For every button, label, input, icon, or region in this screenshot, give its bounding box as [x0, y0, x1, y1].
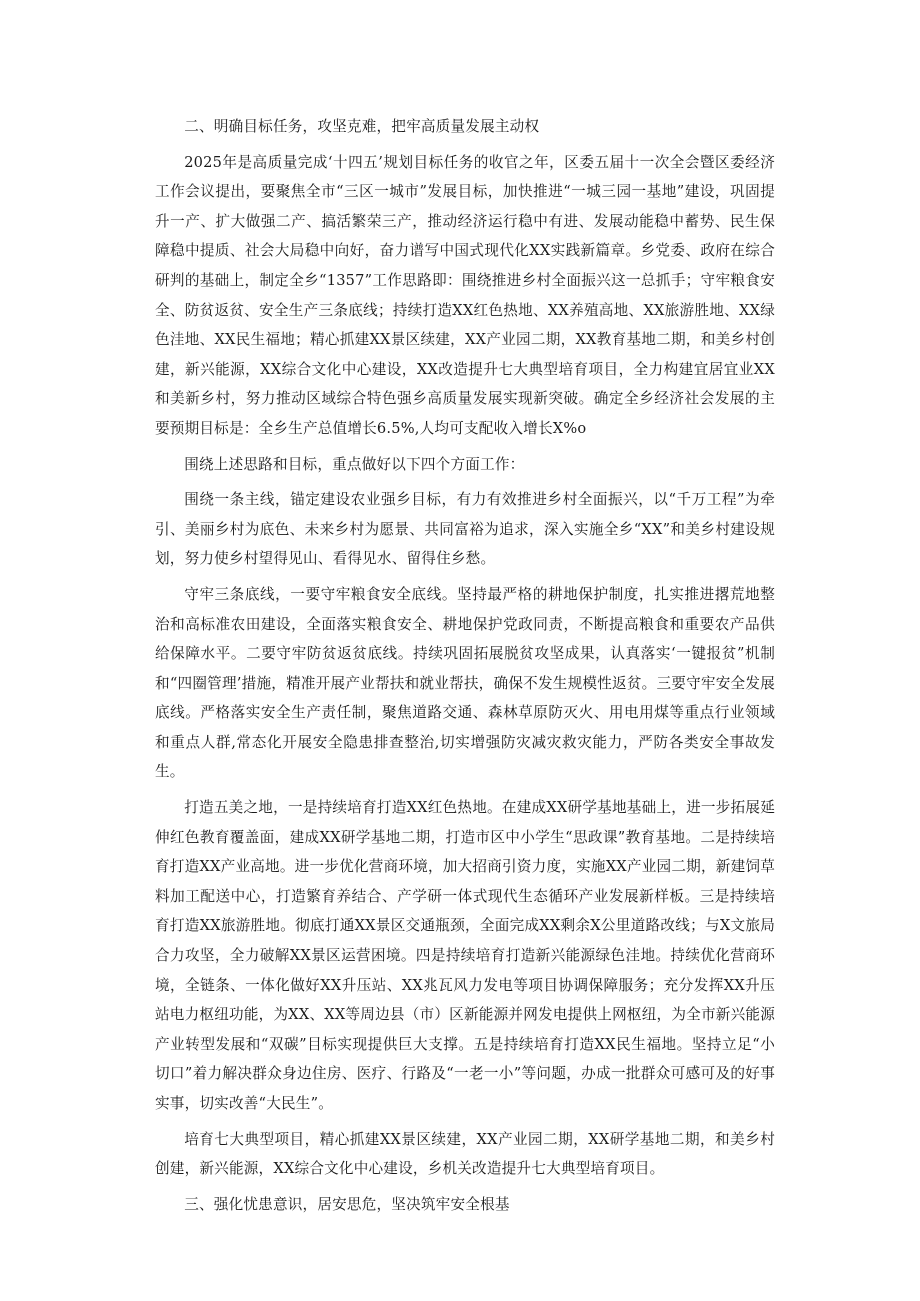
paragraph-seven-projects: 培育七大典型项目，精心抓建XX景区续建，XX产业园二期，XX研学基地二期，和美乡村创建，新兴能源，XX综合文化中心建设，乡机关改造提升七大典型培育项目。: [155, 1130, 775, 1178]
paragraph-four-tasks-intro: 围绕上述思路和目标，重点做好以下四个方面工作：: [184, 455, 525, 473]
paragraph-one-main-line: 围绕一条主线，锚定建设农业强乡目标，有力有效推进乡村全面振兴，以“千万工程”为牵引、美丽乡村为底色、未来乡村为愿景、共同富裕为追求，深入实施全乡“XX”和美乡村建设规划，努力使乡村望得见山、看得见水、留得住乡愁。: [155, 491, 775, 568]
document-body: [155, 112, 775, 1219]
section-heading-3: 三、强化忧患意识，居安思危，坚决筑牢安全根基: [184, 1195, 510, 1213]
paragraph-five-beauty-places: 打造五美之地，一是持续培育打造XX红色热地。在建成XX研学基地基础上，进一步拓展延伸红色教育覆盖面，建成XX研学基地二期，打造市区中小学生“思政课”教育基地。二是持续培育打造XX产业高地。进一步优化营商环境，加大招商引资力度，实施XX产业园二期，新建饲草料加工配送中心，打造繁育养结合、产学研一体式现代生态循环产业发展新样板。三是持续培育打造XX旅游胜地。彻底打通XX景区交通瓶颈，全面完成XX剩余X公里道路改线；与X文旅局合力攻坚，全力破解XX景区运营困境。四是持续培育打造新兴能源绿色洼地。持续优化营商环境，全链条、一体化做好XX升压站、XX兆瓦风力发电等项目协调保障服务；充分发挥XX升压站电力枢纽功能，为XX、XX等周边县（市）区新能源并网发电提供上网枢纽，为全市新兴能源产业转型发展和“双碳”目标实现提供巨大支撑。五是持续培育打造XX民生福地。坚持立足“小切口”着力解决群众身边住房、医疗、行路及“一老一小”等问题，办成一批群众可感可及的好事实事，切实改善“大民生”。: [155, 799, 775, 1112]
section-heading-2: 二、明确目标任务，攻坚克难，把牢高质量发展主动权: [184, 118, 540, 135]
paragraph-three-bottom-lines: 守牢三条底线，一要守牢粮食安全底线。坚持最严格的耕地保护制度，扎实推进撂荒地整治和高标准农田建设，全面落实粮食安全、耕地保护党政同责，不断提高粮食和重要农产品供给保障水平。二要守牢防贫返贫底线。持续巩固拓展脱贫攻坚成果，认真落实‘一键报贫”机制和“四圈管理’措施，精准开展产业帮扶和就业帮扶，确保不发生规模性返贫。三要守牢安全发展底线。严格落实安全生产责任制，聚焦道路交通、森林草原防灭火、用电用煤等重点行业领域和重点人群,常态化开展安全隐患排查整治,切实增强防灾减灾救灾能力，严防各类安全事故发生。: [155, 585, 775, 781]
paragraph-annual-goals: 2025年是高质量完成‘十四五’规划目标任务的收官之年，区委五届十一次全会暨区委经济工作会议提出，要聚焦全市“三区一城市”发展目标，加快推进“一城三园一基地”建设，巩固提升一产、扩大做强二产、搞活繁荣三产，推动经济运行稳中有进、发展动能稳中蓄势、民生保障稳中提质、社会大局稳中向好，奋力谱写中国式现代化XX实践新篇章。乡党委、政府在综合研判的基础上，制定全乡“1357”工作思路即：围绕推进乡村全面振兴这一总抓手；守牢粮食安全、防贫返贫、安全生产三条底线；持续打造XX红色热地、XX养殖高地、XX旅游胜地、XX绿色洼地、XX民生福地；精心抓建XX景区续建，XX产业园二期，XX教育基地二期，和美乡村创建，新兴能源，XX综合文化中心建设，XX改造提升七大典型培育项目，全力构建宜居宜业XX和美新乡村，努力推动区域综合特色强乡高质量发展实现新突破。确定全乡经济社会发展的主要预期目标是：全乡生产总值增长6.5%,人均可支配收入增长X%o: [155, 153, 775, 437]
